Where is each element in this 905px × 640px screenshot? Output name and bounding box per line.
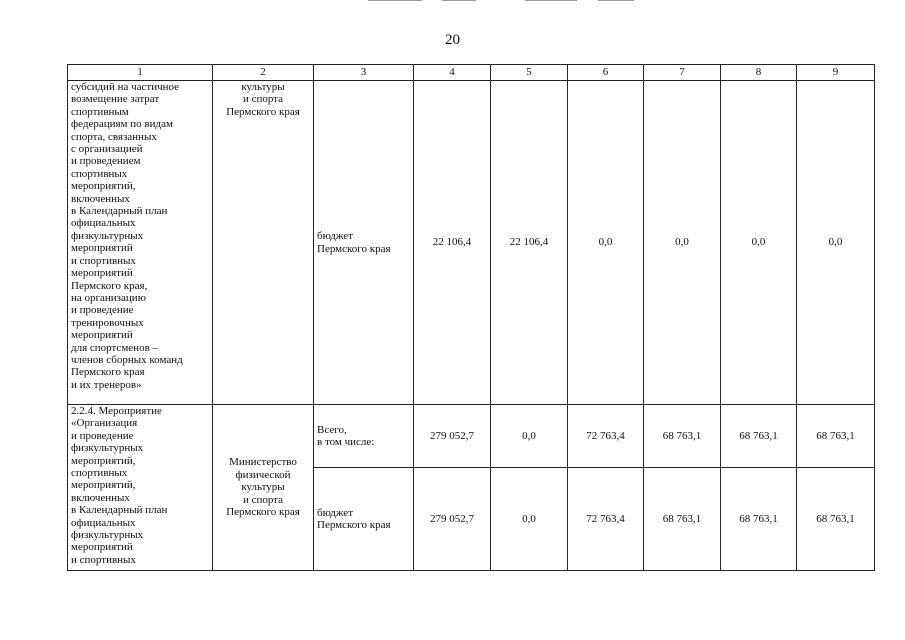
value-cell: 72 763,4 [568, 468, 644, 571]
column-number: 9 [797, 65, 875, 81]
value-cell: 279 052,7 [414, 468, 491, 571]
table-row [68, 81, 875, 405]
value-cell: 68 763,1 [797, 468, 875, 571]
value-cell: 68 763,1 [644, 405, 721, 468]
value-cell: 0,0 [491, 405, 568, 468]
value-cell: 0,0 [797, 81, 875, 405]
funding-source: бюджет Пермского края [314, 468, 414, 571]
value-cell: 0,0 [491, 468, 568, 571]
scan-edge-line [368, 0, 422, 1]
funding-source: бюджет Пермского края [314, 81, 414, 405]
scan-edge-line [442, 0, 476, 1]
value-cell: 68 763,1 [644, 468, 721, 571]
scan-edge-line [525, 0, 577, 1]
scan-edge-line [598, 0, 634, 1]
table-row [68, 405, 875, 468]
column-number: 2 [213, 65, 314, 81]
value-cell: 0,0 [721, 81, 797, 405]
column-number: 4 [414, 65, 491, 81]
page-number: 20 [445, 32, 460, 48]
value-cell: 72 763,4 [568, 405, 644, 468]
table-header-row [68, 65, 875, 81]
funding-source: Всего, в том числе: [314, 405, 414, 468]
value-cell: 22 106,4 [414, 81, 491, 405]
value-cell: 0,0 [568, 81, 644, 405]
value-cell: 68 763,1 [721, 468, 797, 571]
budget-table [67, 64, 875, 571]
value-cell: 22 106,4 [491, 81, 568, 405]
activity-description: 2.2.4. Мероприятие «Организация и проведение физкультурных мероприятий, спортивных мероприятий, включенных в Календарный план официальных физкультурных мероприятий и спортивных [68, 405, 213, 571]
column-number: 5 [491, 65, 568, 81]
executor-cell: Министерство физической культуры и спорта Пермского края [213, 405, 314, 571]
activity-description: субсидий на частичное возмещение затрат спортивным федерациям по видам спорта, связанных с организацией и проведением спортивных мероприятий, включенных в Календарный план официальных физкультурных мероприятий и спортивных мероприятий Пермского края, на организацию и проведение тренировочных мероприятий для спортсменов – членов сборных команд Пермского края и их тренеров» [68, 81, 213, 405]
value-cell: 279 052,7 [414, 405, 491, 468]
value-cell: 68 763,1 [797, 405, 875, 468]
column-number: 8 [721, 65, 797, 81]
column-number: 7 [644, 65, 721, 81]
executor-cell: культуры и спорта Пермского края [213, 81, 314, 405]
column-number: 1 [68, 65, 213, 81]
value-cell: 68 763,1 [721, 405, 797, 468]
column-number: 3 [314, 65, 414, 81]
column-number: 6 [568, 65, 644, 81]
value-cell: 0,0 [644, 81, 721, 405]
